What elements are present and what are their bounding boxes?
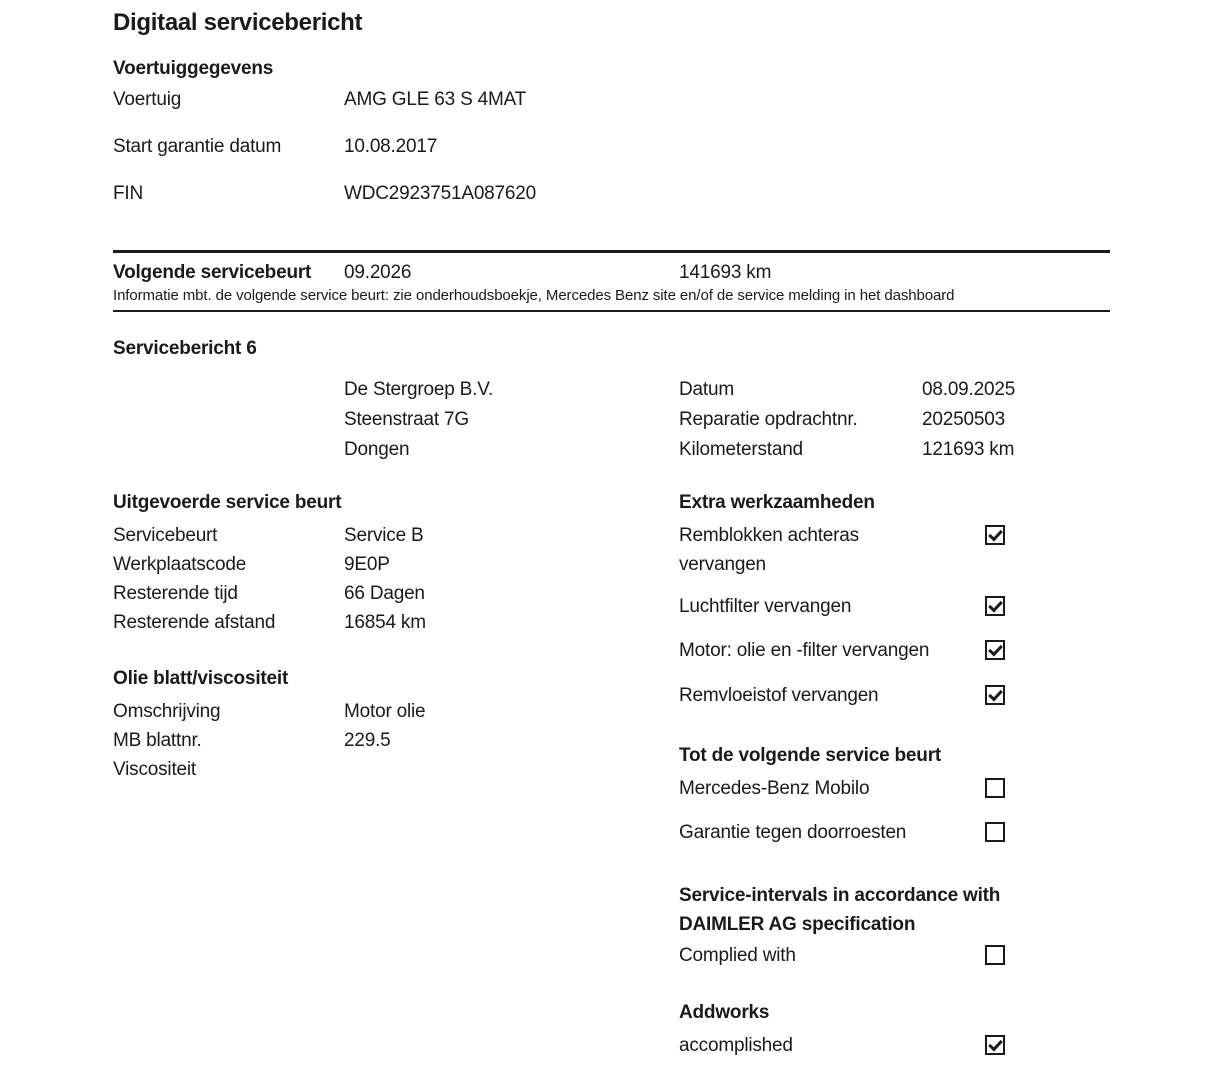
field-label: Kilometerstand (679, 439, 803, 460)
field-row-opdrachtnr (679, 405, 1119, 435)
field-label: MB blattnr. (113, 730, 202, 751)
section-heading-service-intervals: Service-intervals in accordance with DAIMLER AG specification (679, 885, 1001, 935)
checkbox-label: Motor: olie en -filter vervangen (679, 640, 930, 661)
field-value: 66 Dagen (344, 583, 425, 604)
section-heading-servicebericht: Servicebericht 6 (113, 338, 257, 359)
field-value: 08.09.2025 (922, 379, 1016, 400)
check-item-accomplished (679, 1031, 1031, 1060)
next-service-row (113, 261, 1110, 285)
checkbox-remvloeistof[interactable] (985, 685, 1005, 705)
field-row-datum (679, 375, 1119, 405)
field-value: 121693 km (922, 439, 1015, 460)
right-column (679, 491, 1031, 1060)
field-row-werkplaatscode (113, 550, 653, 579)
checkbox-label: Remvloeistof vervangen (679, 685, 879, 706)
field-value: Service B (344, 525, 424, 546)
dealer-street: Steenstraat 7G (344, 409, 469, 430)
checkbox-mobilo[interactable] (985, 778, 1005, 798)
field-label: Reparatie opdrachtnr. (679, 409, 858, 430)
next-service-label: Volgende servicebeurt (113, 262, 312, 283)
section-heading-performed-service: Uitgevoerde service beurt (113, 492, 342, 513)
field-row-garantie (113, 136, 813, 158)
field-row-omschrijving (113, 697, 653, 726)
section-heading-until-next-service: Tot de volgende service beurt (679, 745, 942, 766)
next-service-distance: 141693 km (679, 262, 772, 283)
checkbox-luchtfilter[interactable] (985, 596, 1005, 616)
checkbox-label: accomplished (679, 1035, 793, 1056)
field-label: Resterende afstand (113, 612, 276, 633)
service-details-block (679, 375, 1119, 465)
field-row-fin (113, 183, 813, 205)
field-row-voertuig (113, 89, 813, 111)
section-heading-addworks: Addworks (679, 1002, 770, 1023)
field-label: FIN (113, 183, 144, 204)
checkbox-accomplished[interactable] (985, 1035, 1005, 1055)
check-item-luchtfilter (679, 592, 1031, 621)
check-item-doorroesten (679, 818, 1031, 847)
field-label: Viscositeit (113, 759, 196, 780)
checkbox-label: Mercedes-Benz Mobilo (679, 778, 870, 799)
field-label: Omschrijving (113, 701, 221, 722)
field-label: Voertuig (113, 89, 182, 110)
next-service-date: 09.2026 (344, 262, 412, 283)
field-value: AMG GLE 63 S 4MAT (344, 89, 527, 110)
check-item-complied (679, 941, 1031, 970)
left-column (113, 491, 653, 784)
field-value: Motor olie (344, 701, 426, 722)
checkbox-label: Garantie tegen doorroesten (679, 822, 907, 843)
check-item-mobilo (679, 774, 1031, 803)
field-value: 16854 km (344, 612, 426, 633)
field-value: WDC2923751A087620 (344, 183, 537, 204)
next-service-note: Informatie mbt. de volgende service beurt: zie onderhoudsboekje, Mercedes Benz site en/of de service melding in het dashboard (113, 287, 955, 304)
section-heading-extra-work: Extra werkzaamheden (679, 492, 875, 513)
checkbox-label: Remblokken achteras vervangen (679, 525, 859, 575)
field-label: Resterende tijd (113, 583, 238, 604)
field-row-mb-blattnr (113, 726, 653, 755)
field-row-servicebeurt (113, 521, 653, 550)
checkbox-complied[interactable] (985, 945, 1005, 965)
checkbox-label: Luchtfilter vervangen (679, 596, 852, 617)
field-row-viscositeit (113, 755, 653, 784)
field-label: Datum (679, 379, 734, 400)
checkbox-remblokken[interactable] (985, 525, 1005, 545)
section-heading-vehicle: Voertuiggegevens (113, 58, 274, 79)
checkbox-doorroesten[interactable] (985, 822, 1005, 842)
divider-thin (113, 310, 1110, 312)
field-value: 20250503 (922, 409, 1005, 430)
field-row-resterende-tijd (113, 579, 653, 608)
field-row-resterende-afstand (113, 608, 653, 637)
field-label: Start garantie datum (113, 136, 282, 157)
section-vehicle (113, 57, 813, 230)
divider-heavy (113, 250, 1110, 253)
field-value: 9E0P (344, 554, 390, 575)
document-title: Digitaal servicebericht (113, 9, 363, 36)
check-item-motor-olie (679, 636, 1031, 665)
checkbox-label: Complied with (679, 945, 796, 966)
dealer-city: Dongen (344, 439, 410, 460)
field-label: Servicebeurt (113, 525, 218, 546)
check-item-remblokken (679, 521, 1031, 579)
checkbox-motor-olie[interactable] (985, 640, 1005, 660)
field-row-kilometerstand (679, 435, 1119, 465)
check-item-remvloeistof (679, 681, 1031, 710)
section-heading-oil: Olie blatt/viscositeit (113, 668, 289, 689)
field-value: 229.5 (344, 730, 391, 751)
dealer-block (344, 375, 664, 465)
field-value: 10.08.2017 (344, 136, 438, 157)
field-label: Werkplaatscode (113, 554, 247, 575)
dealer-name: De Stergroep B.V. (344, 379, 494, 400)
